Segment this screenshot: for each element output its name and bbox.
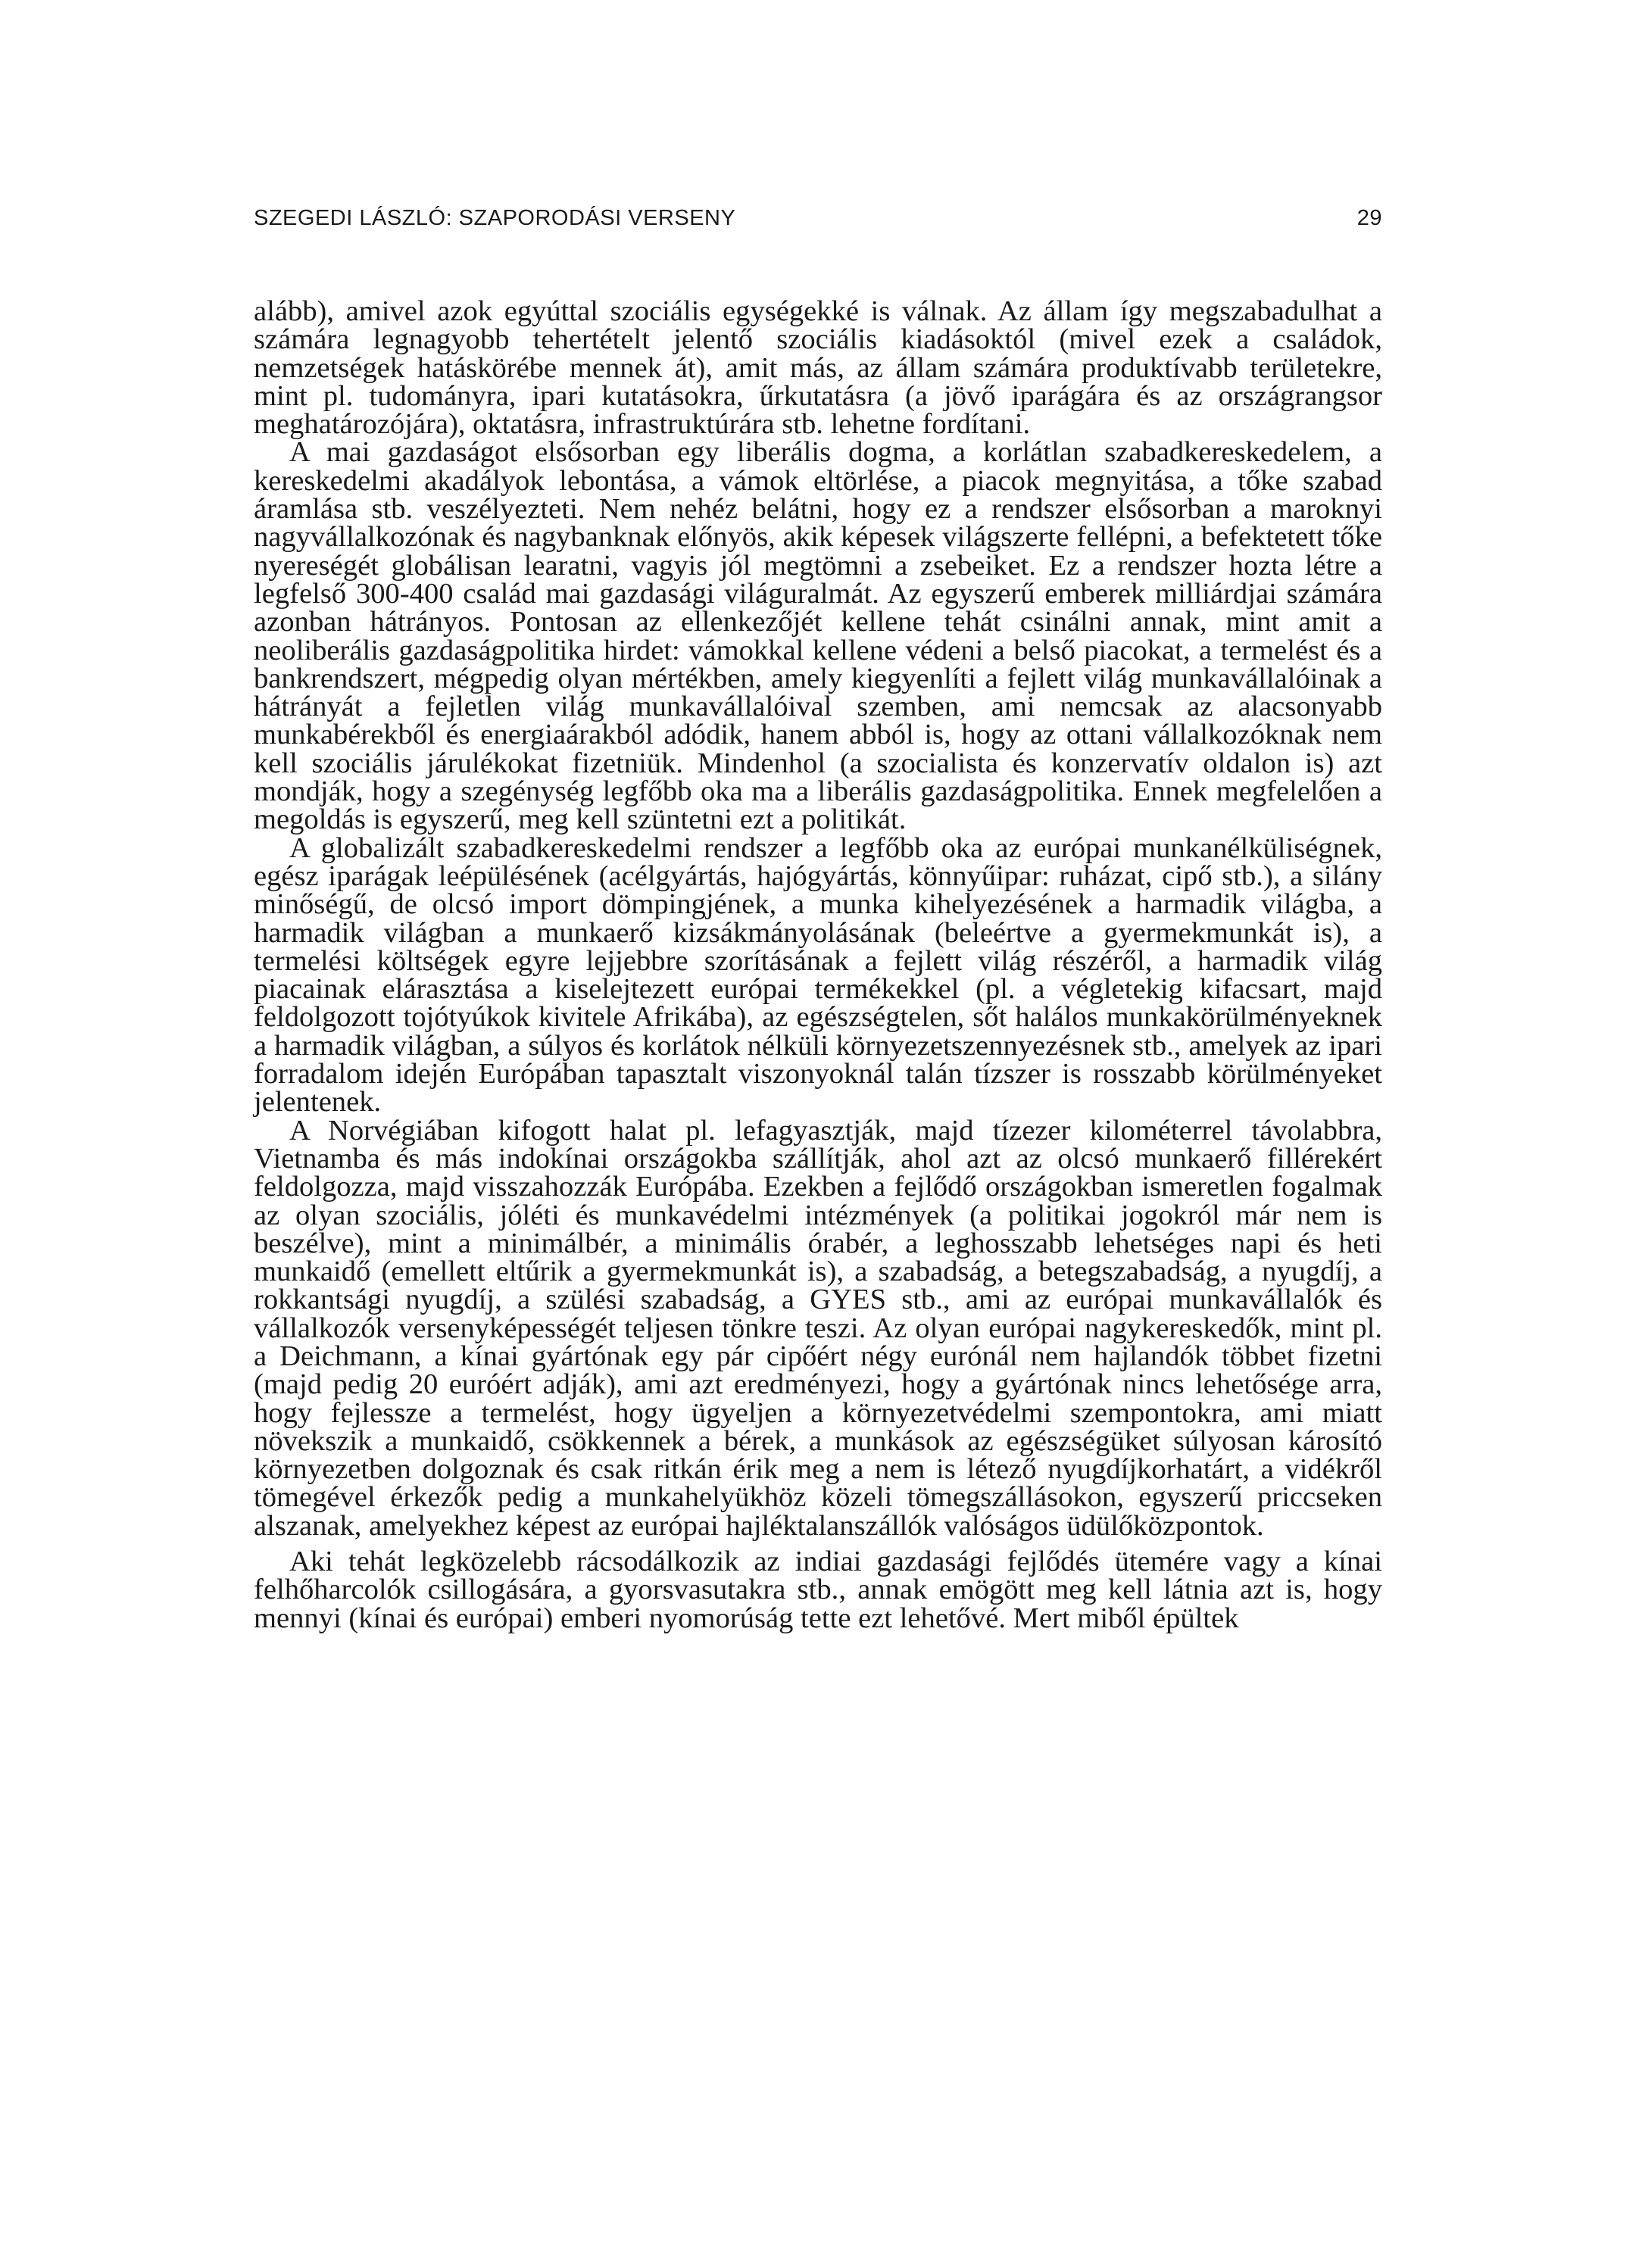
running-title: SZEGEDI LÁSZLÓ: SZAPORODÁSI VERSENY: [254, 206, 736, 230]
page-number: 29: [1356, 206, 1382, 230]
paragraph: alább), amivel azok egyúttal szociális egységekké is válnak. Az állam így megszabadulhat a számára legnagyobb tehertételt jelentő szociális kiadásoktól (mivel ezek a családok, nemzetségek hatáskörébe mennek át), amit más, az állam számára produktívabb területekre, mint pl. tudományra, ipari kutatásokra, űrkutatásra (a jövő iparágára és az országrangsor meghatározójára), oktatásra, infrastruktúrára stb. lehetne fordítani.: [254, 295, 1382, 441]
body-text: [254, 295, 1382, 1634]
paragraph: Aki tehát legközelebb rácsodálkozik az indiai gazdasági fejlődés ütemére vagy a kínai felhőharcolók csillogására, a gyorsvasutakra stb., annak emögött meg kell látnia azt is, hogy mennyi (kínai és európai) emberi nyomorúság tette ezt lehetővé. Mert miből épültek: [254, 1546, 1382, 1634]
running-header: [254, 206, 1382, 236]
paragraph: A globalizált szabadkereskedelmi rendszer a legfőbb oka az európai munkanélküliségnek, egész iparágak leépülésének (acélgyártás, hajógyártás, könnyűipar: ruházat, cipő stb.), a silány minőségű, de olcsó import dömpingjének, a munka kihelyezésének a harmadik világba, a harmadik világban a munkaerő kizsákmányolásának (beleértve a gyermekmunkát is), a termelési költségek egyre lejjebbre szorításának a fejlett világ részéről, a harmadik világ piacainak elárasztása a kiselejtezett európai termékekkel (pl. a végletekig kifacsart, majd feldolgozott tojótyúkok kivitele Afrikába), az egészségtelen, sőt halálos munkakörülményeknek a harmadik világban, a súlyos és korlátok nélküli környezetszennyezésnek stb., amelyek az ipari forradalom idején Európában tapasztalt viszonyoknál talán tízszer is rosszabb körülményeket jelentenek.: [254, 831, 1382, 1118]
paragraph: A mai gazdaságot elsősorban egy liberális dogma, a korlátlan szabadkereskedelem, a kereskedelmi akadályok lebontása, a vámok eltörlése, a piacok megnyitása, a tőke szabad áramlása stb. veszélyezteti. Nem nehéz belátni, hogy ez a rendszer elsősorban a maroknyi nagyvállalkozónak és nagybanknak előnyös, akik képesek világszerte fellépni, a befektetett tőke nyereségét globálisan learatni, vagyis jól megtömni a zsebeiket. Ez a rendszer hozta létre a legfelső 300-400 család mai gazdasági világuralmát. Az egyszerű emberek milliárdjai számára azonban hátrányos. Pontosan az ellenkezőjét kellene tehát csinálni annak, mint amit a neoliberális gazdaságpolitika hirdet: vámokkal kellene védeni a belső piacokat, a termelést és a bankrendszert, mégpedig olyan mértékben, amely kiegyenlíti a fejlett világ munkavállalóinak a hátrányát a fejletlen világ munkavállalóival szemben, ami nemcsak az alacsonyabb munkabérekből és energiaárakból adódik, hanem abból is, hogy az ottani vállalkozóknak nem kell szociális járulékokat fizetniük. Mindenhol (a szocialista és konzervatív oldalon is) azt mondják, hogy a szegénység legfőbb oka ma a liberális gazdaságpolitika. Ennek megfelelően a megoldás is egyszerű, meg kell szüntetni ezt a politikát.: [254, 436, 1382, 836]
paragraph: A Norvégiában kifogott halat pl. lefagyasztják, majd tízezer kilométerrel távolabbra, Vietnamba és más indokínai országokba szállítják, ahol azt az olcsó munkaerő fillérekért feldolgozza, majd visszahozzák Európába. Ezekben a fejlődő országokban ismeretlen fogalmak az olyan szociális, jóléti és munkavédelmi intézmények (a politikai jogokról már nem is beszélve), mint a minimálbér, a minimális órabér, a leghosszabb lehetséges napi és heti munkaidő (emellett eltűrik a gyermekmunkát is), a szabadság, a betegszabadság, a nyugdíj, a rokkantsági nyugdíj, a szülési szabadság, a GYES stb., ami az európai munkavállalók és vállalkozók versenyképességét teljesen tönkre teszi. Az olyan európai nagykereskedők, mint pl. a Deichmann, a kínai gyártónak egy pár cipőért négy eurónál nem hajlandók többet fizetni (majd pedig 20 euróért adják), ami azt eredményezi, hogy a gyártónak nincs lehetősége arra, hogy fejlessze a termelést, hogy ügyeljen a környezetvédelmi szempontokra, ami miatt növekszik a munkaidő, csökkennek a bérek, a munkások az egészségüket súlyosan károsító környezetben dolgoznak és csak ritkán érik meg a nem is létező nyugdíjkorhatárt, a vidékről tömegével érkezők pedig a munkahelyükhöz közeli tömegszállásokon, egyszerű priccseken alszanak, amelyekhez képest az európai hajléktalanszállók valóságos üdülőközpontok.: [254, 1114, 1382, 1542]
